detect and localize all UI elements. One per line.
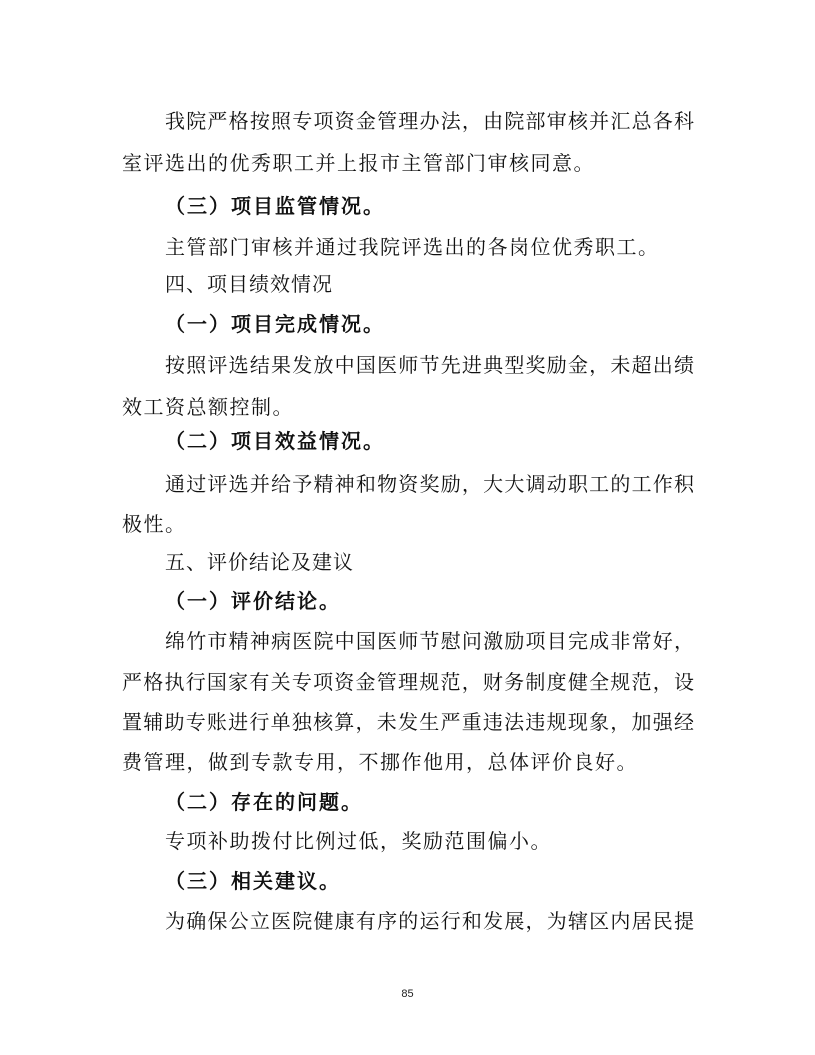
paragraph-line: 置辅助专账进行单独核算，未发生严重违法违规现象，加强经 bbox=[122, 710, 694, 734]
paragraph-line: 专项补助拨付比例过低，奖励范围偏小。 bbox=[165, 829, 552, 853]
subsection-heading: （二）存在的问题。 bbox=[165, 790, 363, 814]
page-number: 85 bbox=[401, 988, 414, 1000]
section-heading: 四、项目绩效情况 bbox=[165, 272, 333, 296]
paragraph-line: 室评选出的优秀职工并上报市主管部门审核同意。 bbox=[122, 151, 595, 175]
paragraph-line: 为确保公立医院健康有序的运行和发展，为辖区内居民提 bbox=[165, 909, 694, 933]
paragraph-line: 绵竹市精神病医院中国医师节慰问激励项目完成非常好， bbox=[165, 629, 694, 653]
subsection-heading: （一）评价结论。 bbox=[165, 589, 341, 613]
subsection-heading: （一）项目完成情况。 bbox=[165, 312, 385, 336]
paragraph-line: 严格执行国家有关专项资金管理规范，财务制度健全规范，设 bbox=[122, 670, 694, 694]
section-heading: 五、评价结论及建议 bbox=[165, 550, 354, 574]
paragraph-line: 费管理，做到专款专用，不挪作他用，总体评价良好。 bbox=[122, 750, 638, 774]
subsection-heading: （三）相关建议。 bbox=[165, 869, 341, 893]
paragraph-line: 我院严格按照专项资金管理办法，由院部审核并汇总各科 bbox=[165, 109, 694, 133]
paragraph-line: 通过评选并给予精神和物资奖励，大大调动职工的工作积 bbox=[165, 472, 694, 496]
paragraph-line: 效工资总额控制。 bbox=[122, 395, 294, 419]
paragraph-line: 主管部门审核并通过我院评选出的各岗位优秀职工。 bbox=[165, 235, 660, 259]
subsection-heading: （三）项目监管情况。 bbox=[165, 194, 385, 218]
paragraph-line: 极性。 bbox=[122, 512, 187, 536]
paragraph-line: 按照评选结果发放中国医师节先进典型奖励金，未超出绩 bbox=[165, 353, 694, 377]
subsection-heading: （二）项目效益情况。 bbox=[165, 429, 385, 453]
